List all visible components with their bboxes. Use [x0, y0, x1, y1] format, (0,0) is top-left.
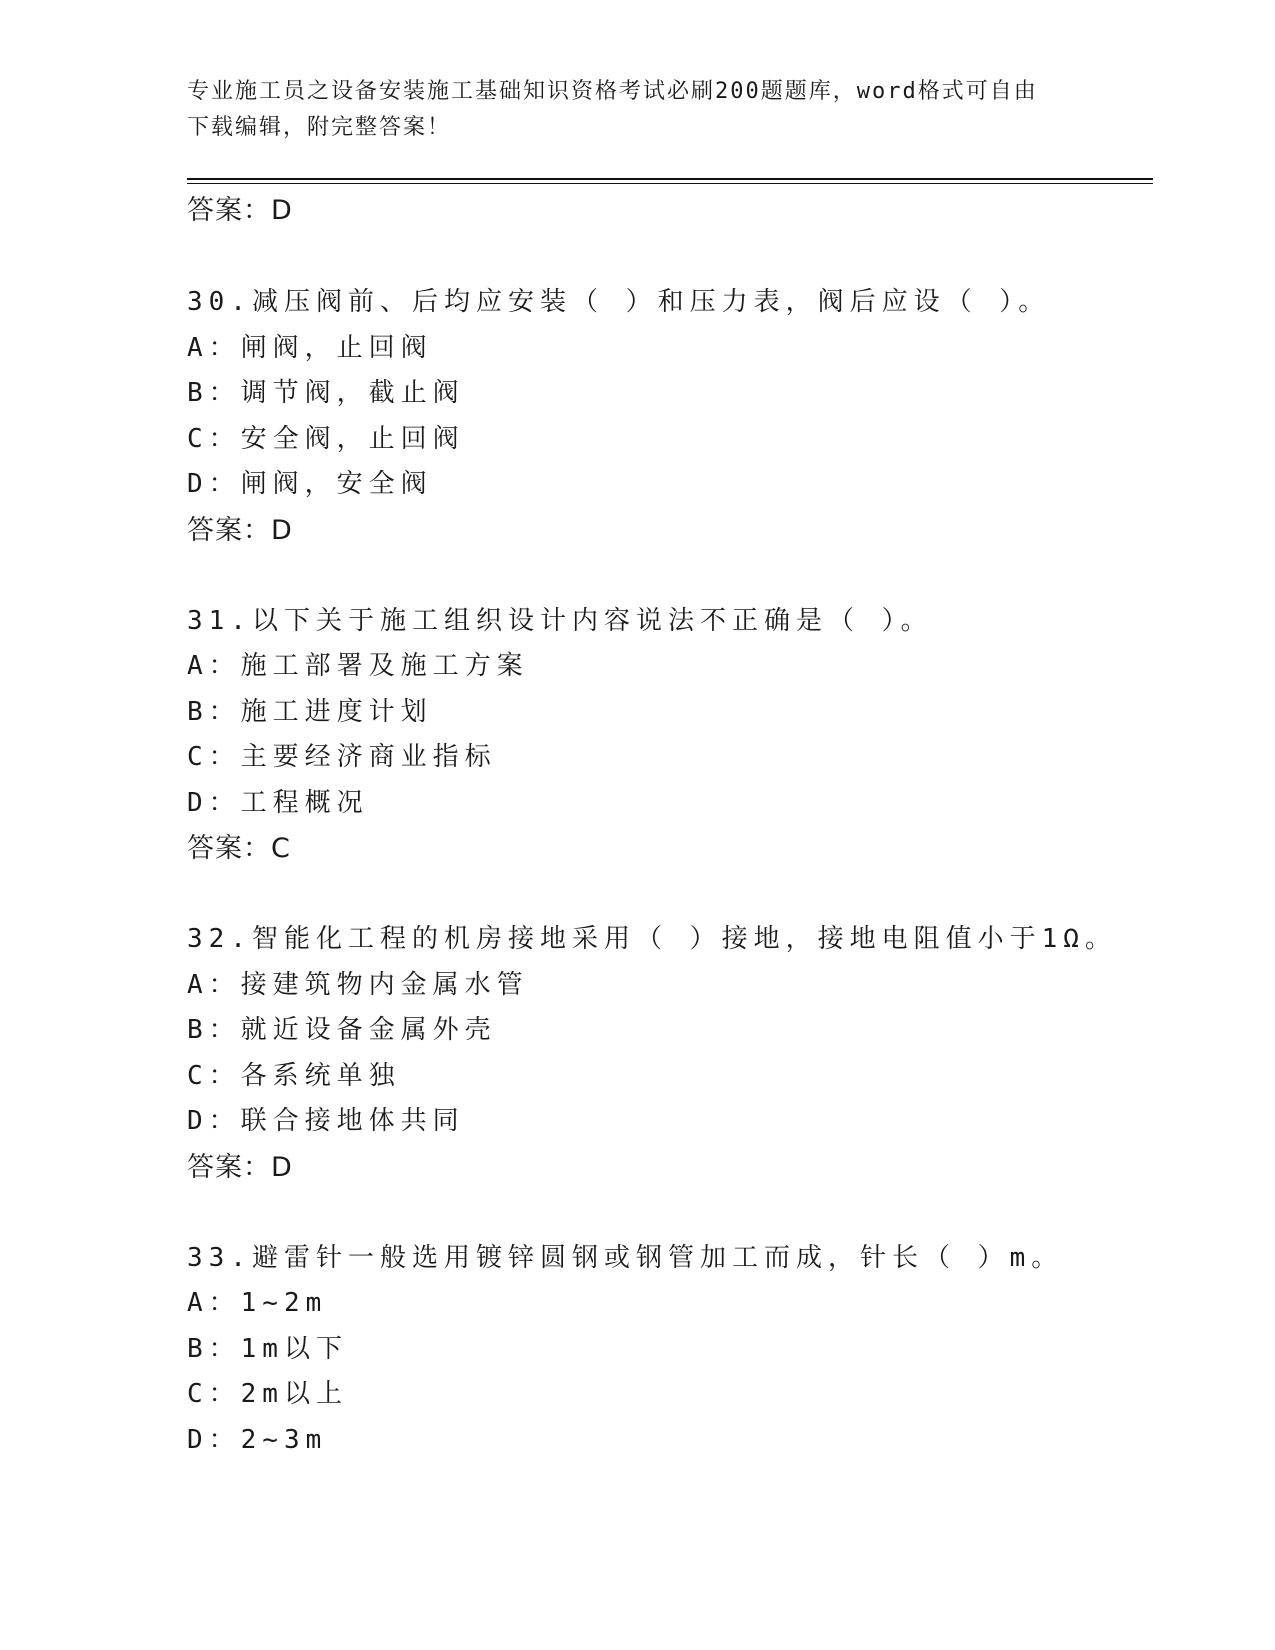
- question-stem: 31.以下关于施工组织设计内容说法不正确是（ ）。: [187, 605, 933, 636]
- header-rule-thick: [187, 178, 1153, 180]
- option-d: D：工程概况: [187, 787, 369, 818]
- question-block: [187, 599, 1153, 872]
- option-b: B：调节阀，截止阀: [187, 378, 465, 408]
- document-header: [187, 74, 1087, 146]
- question-stem: 30.减压阀前、后均应安装（ ）和压力表，阀后应设（ ）。: [187, 287, 1051, 317]
- answer-line: 答案：D: [187, 514, 293, 546]
- header-line-2: 下载编辑，附完整答案！: [187, 115, 452, 140]
- option-c: C：2m以上: [187, 1379, 348, 1409]
- option-a: A：1~2m: [187, 1288, 328, 1318]
- header-line-1: 专业施工员之设备安装施工基础知识资格考试必刷200题题库，word格式可自由: [187, 79, 1038, 104]
- header-rule-thin: [187, 183, 1153, 184]
- option-b: B：1m以下: [187, 1333, 348, 1364]
- option-b: B：就近设备金属外壳: [187, 1015, 497, 1045]
- question-block: [187, 280, 1153, 553]
- option-d: D：2~3m: [187, 1424, 328, 1455]
- answer-line: 答案：C: [187, 833, 291, 864]
- option-d: D：联合接地体共同: [187, 1106, 465, 1136]
- question-block: [187, 917, 1153, 1190]
- option-b: B：施工进度计划: [187, 696, 433, 727]
- question-block: [187, 1236, 1153, 1464]
- option-a: A：闸阀，止回阀: [187, 332, 433, 363]
- option-d: D：闸阀，安全阀: [187, 469, 433, 499]
- question-list: [187, 188, 1153, 1463]
- answer-line: 答案：D: [187, 1151, 293, 1183]
- question-stem: 32.智能化工程的机房接地采用（ ）接地，接地电阻值小于1Ω。: [187, 924, 1117, 954]
- question-stem: 33.避雷针一般选用镀锌圆钢或钢管加工而成，针长（ ）m。: [187, 1242, 1064, 1273]
- option-c: C：安全阀，止回阀: [187, 423, 465, 454]
- option-c: C：各系统单独: [187, 1060, 401, 1091]
- answer-line: 答案：D: [187, 195, 293, 226]
- option-a: A：施工部署及施工方案: [187, 651, 529, 681]
- option-c: C：主要经济商业指标: [187, 742, 497, 772]
- option-a: A：接建筑物内金属水管: [187, 969, 529, 1000]
